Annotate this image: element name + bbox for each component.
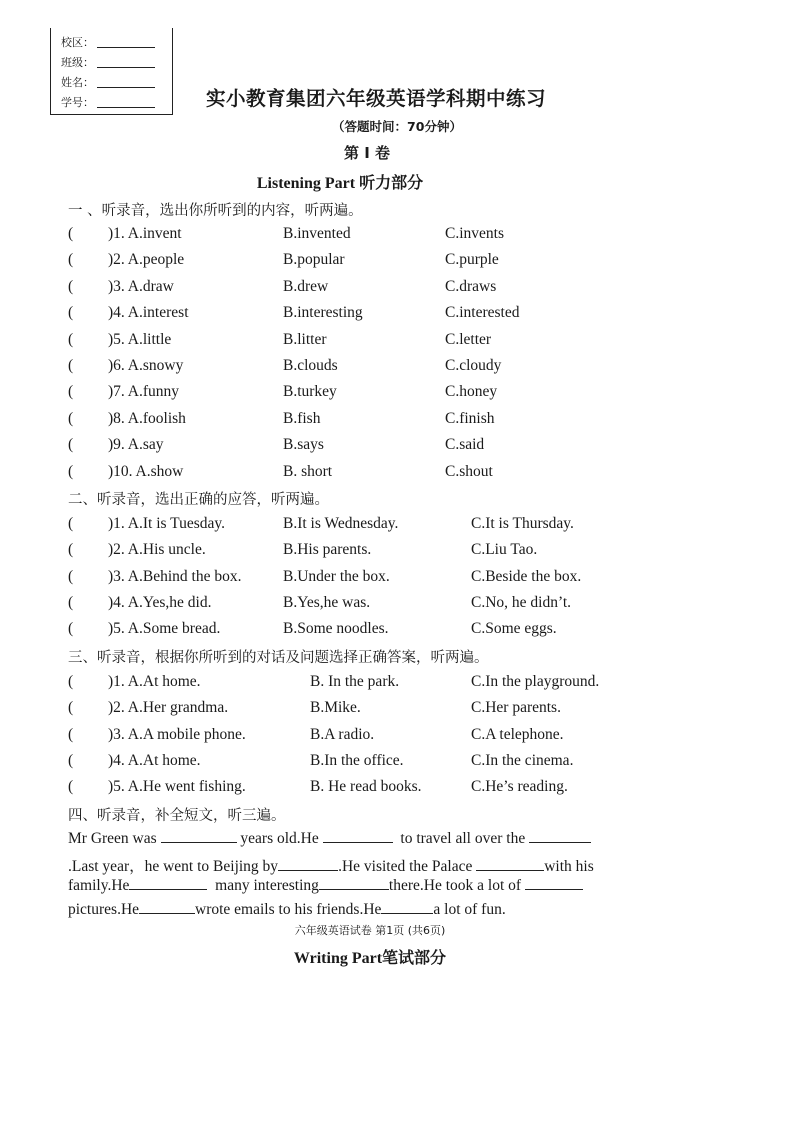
option-c: C.Some eggs.	[471, 620, 557, 638]
answer-paren[interactable]: (	[68, 304, 74, 322]
option-a: )6. A.snowy	[108, 357, 184, 374]
option-b: B.popular	[283, 251, 345, 269]
answer-paren[interactable]: (	[68, 330, 74, 348]
name-blank[interactable]	[97, 77, 155, 88]
option-b: B. He read books.	[310, 778, 422, 796]
answer-blank[interactable]	[139, 901, 195, 914]
option-b: B.drew	[283, 277, 329, 295]
answer-paren[interactable]: (	[68, 277, 74, 295]
option-b: B.It is Wednesday.	[283, 515, 399, 532]
answer-blank[interactable]	[129, 877, 207, 890]
answer-blank[interactable]	[529, 830, 591, 843]
answer-paren[interactable]: (	[68, 620, 74, 638]
option-a: )3. A.draw	[108, 277, 174, 295]
option-a: )10. A.show	[108, 462, 184, 480]
answer-paren[interactable]: (	[68, 541, 74, 559]
exam-title: 实小教育集团六年级英语学科期中练习	[206, 87, 547, 110]
option-a: )4. A.Yes,he did.	[108, 593, 212, 611]
writing-part-title: Writing Part笔试部分	[293, 950, 447, 967]
option-a: )9. A.say	[108, 436, 164, 454]
answer-paren[interactable]: (	[68, 751, 74, 769]
passage-line-4: pictures.He wrote emails to his friends.He a lot of fun.	[68, 901, 506, 918]
class-field	[61, 54, 155, 70]
id-blank[interactable]	[97, 97, 155, 108]
passage-line-3: family.He many interesting there.He took a lot of	[68, 877, 718, 895]
answer-paren[interactable]: (	[68, 778, 74, 796]
answer-blank[interactable]	[161, 830, 237, 843]
answer-paren[interactable]: (	[68, 725, 74, 743]
option-c: C.Liu Tao.	[471, 541, 538, 559]
option-a: )1. A.At home.	[108, 673, 201, 690]
listening-part-title: Listening Part 听力部分	[256, 175, 424, 192]
name-label: 姓名：	[61, 76, 94, 89]
option-a: )4. A.interest	[108, 304, 189, 322]
option-c: C.draws	[445, 277, 497, 295]
option-c: C.finish	[445, 409, 495, 427]
class-blank[interactable]	[97, 57, 155, 68]
option-a: )3. A.Behind the box.	[108, 567, 242, 585]
option-b: B.fish	[283, 409, 321, 427]
option-b: B.Under the box.	[283, 567, 390, 585]
answer-paren[interactable]: (	[68, 462, 74, 480]
option-c: C.Her parents.	[471, 699, 561, 717]
answer-blank[interactable]	[278, 858, 338, 871]
school-field	[61, 34, 155, 50]
option-a: )8. A.foolish	[108, 409, 186, 427]
option-a: )4. A.At home.	[108, 751, 201, 769]
name-field	[61, 74, 155, 90]
answer-blank[interactable]	[381, 901, 433, 914]
answer-blank[interactable]	[476, 858, 544, 871]
section1-heading: 一 、听录音，选出你所听到的内容，听两遍。	[68, 203, 363, 219]
time-note: （答题时间：70分钟）	[332, 119, 462, 134]
option-a: )1. A.It is Tuesday.	[108, 515, 225, 532]
option-b: B.clouds	[283, 357, 338, 374]
option-c: C.In the cinema.	[471, 751, 574, 769]
option-b: B.invented	[283, 225, 351, 242]
option-c: C.purple	[445, 251, 499, 269]
section4-heading: 四、听录音，补全短文，听三遍。	[68, 808, 286, 824]
option-b: B.In the office.	[310, 751, 404, 769]
page-footer: 六年级英语试卷 第1页 (共6页)	[294, 924, 446, 937]
option-c: C.shout	[445, 462, 493, 480]
answer-paren[interactable]: (	[68, 409, 74, 427]
option-c: C.Beside the box.	[471, 567, 582, 585]
option-a: )2. A.Her grandma.	[108, 699, 229, 717]
option-c: C.honey	[445, 383, 498, 401]
answer-paren[interactable]: (	[68, 383, 74, 401]
school-label: 校区：	[61, 36, 94, 49]
option-b: B.turkey	[283, 383, 337, 401]
option-a: )5. A.He went fishing.	[108, 778, 246, 796]
option-b: B.says	[283, 436, 324, 454]
option-a: )5. A.little	[108, 330, 172, 348]
option-c: C.interested	[445, 304, 520, 322]
option-c: C.letter	[445, 330, 492, 348]
option-c: C.It is Thursday.	[471, 515, 574, 532]
option-b: B.litter	[283, 330, 327, 348]
student-info-box	[50, 28, 173, 115]
answer-paren[interactable]: (	[68, 673, 74, 690]
class-label: 班级：	[61, 56, 94, 69]
answer-paren[interactable]: (	[68, 567, 74, 585]
answer-paren[interactable]: (	[68, 436, 74, 454]
volume-label: 第 I 卷	[343, 144, 391, 162]
id-label: 学号：	[61, 96, 94, 109]
option-c: C.cloudy	[445, 357, 502, 374]
answer-paren[interactable]: (	[68, 251, 74, 269]
option-b: B.Yes,he was.	[283, 593, 371, 611]
answer-paren[interactable]: (	[68, 357, 74, 374]
passage-line-2: .Last year，he went to Beijing by .He visited the Palace with his	[68, 858, 594, 875]
option-c: C.In the playground.	[471, 673, 600, 690]
option-b: B.interesting	[283, 304, 363, 322]
option-a: )5. A.Some bread.	[108, 620, 221, 638]
option-a: )2. A.people	[108, 251, 185, 269]
answer-blank[interactable]	[319, 877, 389, 890]
option-a: )3. A.A mobile phone.	[108, 725, 246, 743]
option-a: )2. A.His uncle.	[108, 541, 206, 559]
section3-heading: 三、听录音，根据你所听到的对话及问题选择正确答案，听两遍。	[68, 650, 489, 666]
section2-heading: 二、听录音，选出正确的应答，听两遍。	[68, 492, 329, 508]
answer-paren[interactable]: (	[68, 515, 74, 532]
option-b: B. short	[283, 462, 333, 480]
option-c: C.said	[445, 436, 485, 454]
answer-blank[interactable]	[525, 877, 583, 890]
answer-paren[interactable]: (	[68, 225, 74, 242]
option-c: C.invents	[445, 225, 504, 242]
option-b: B. In the park.	[310, 673, 400, 690]
option-b: B.Some noodles.	[283, 620, 389, 638]
option-a: )1. A.invent	[108, 225, 182, 242]
option-b: B.His parents.	[283, 541, 372, 559]
answer-paren[interactable]: (	[68, 593, 74, 611]
answer-blank[interactable]	[323, 830, 393, 843]
option-b: B.A radio.	[310, 725, 375, 743]
school-blank[interactable]	[97, 37, 155, 48]
option-c: C.He’s reading.	[471, 778, 568, 796]
id-field	[61, 94, 155, 110]
option-c: C.No, he didn’t.	[471, 593, 572, 611]
option-c: C.A telephone.	[471, 725, 564, 743]
answer-paren[interactable]: (	[68, 699, 74, 717]
passage-line-1: Mr Green was years old.He to travel all over the	[68, 830, 718, 848]
option-a: )7. A.funny	[108, 383, 180, 401]
option-b: B.Mike.	[310, 699, 361, 717]
